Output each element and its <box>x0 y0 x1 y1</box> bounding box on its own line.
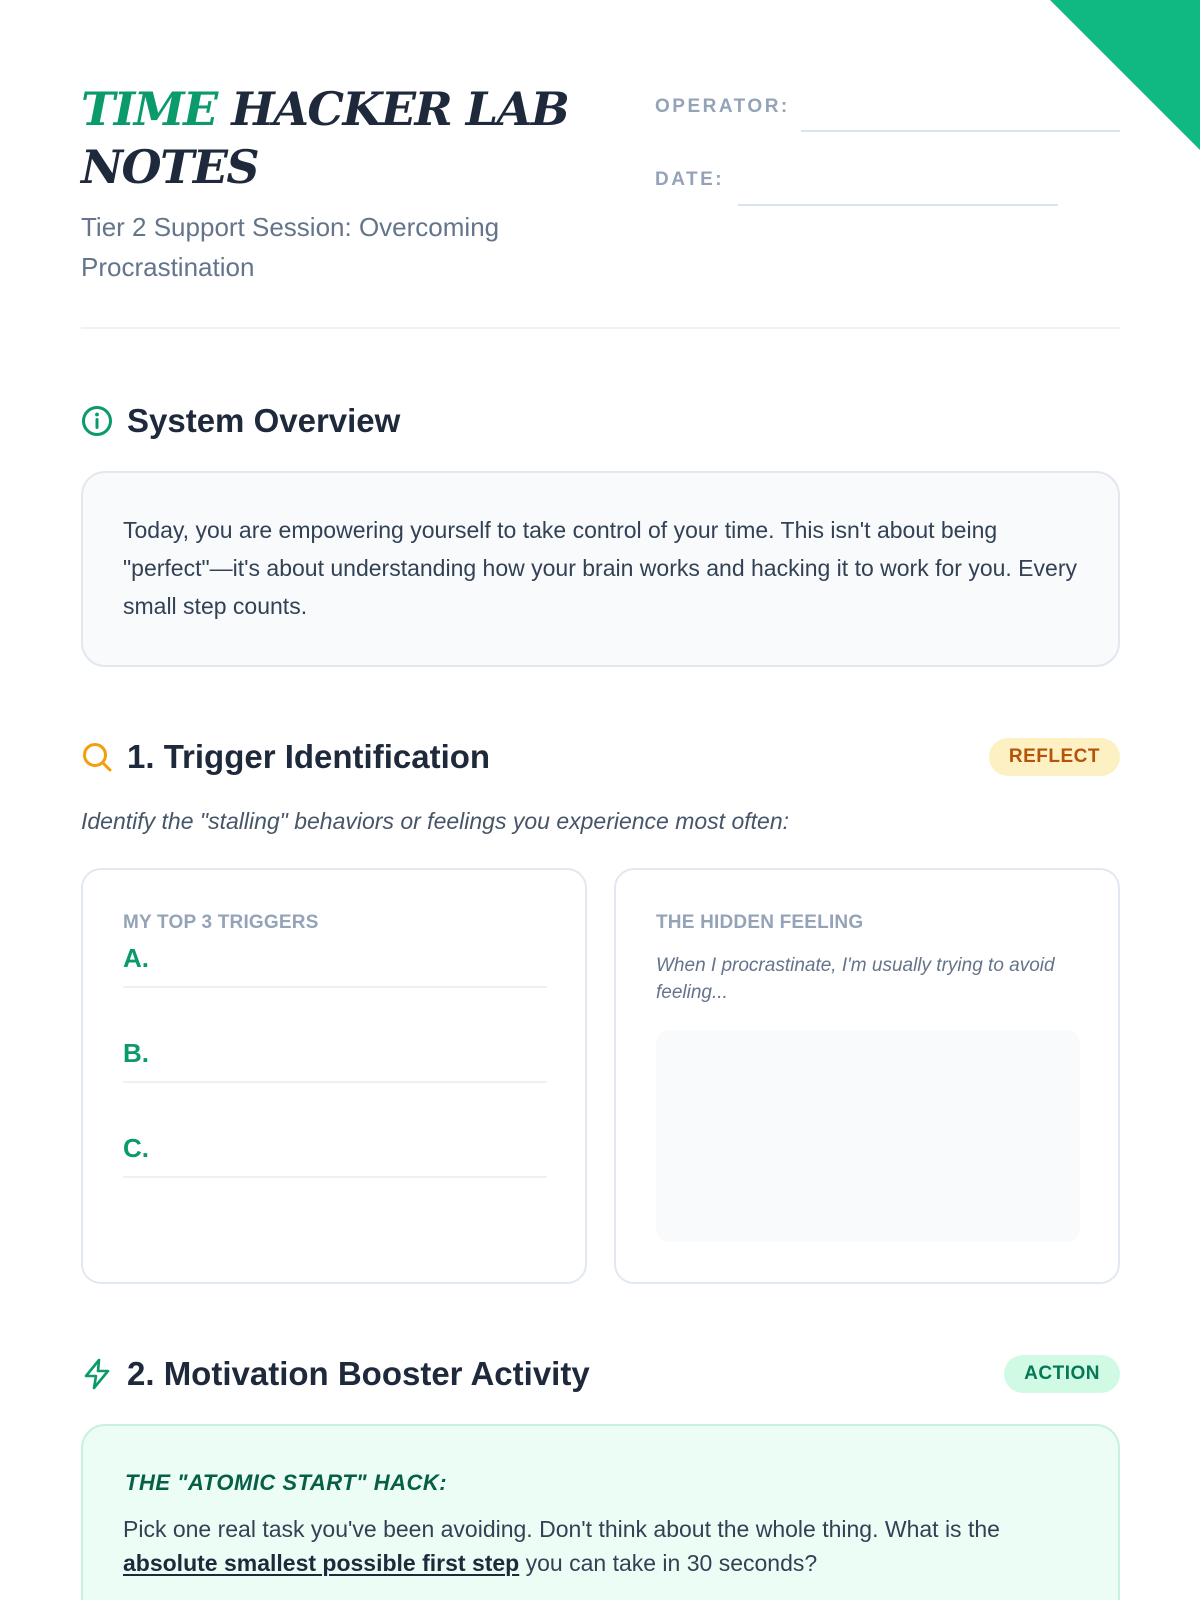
reflect-badge: REFLECT <box>989 738 1120 776</box>
page-header <box>81 0 1120 330</box>
triggers-instruction: Identify the "stalling" behaviors or feelings you experience most often: <box>81 808 790 834</box>
overview-section-header <box>81 399 1120 443</box>
motivation-section-header <box>81 1352 1120 1396</box>
hidden-feeling-label: THE HIDDEN FEELING <box>656 912 864 933</box>
trigger-field-c[interactable] <box>123 1128 547 1178</box>
hidden-feeling-card <box>614 868 1120 1284</box>
trigger-field-b[interactable] <box>123 1033 547 1083</box>
hack-text-before: Pick one real task you've been avoiding. Don't think about the whole thing. What is the <box>123 1516 1000 1542</box>
page-subtitle: Tier 2 Support Session: Overcoming Procrastination <box>81 212 500 282</box>
title-rest: HACKER LAB NOTES <box>81 82 569 194</box>
trigger-letter: C. <box>123 1133 149 1163</box>
trigger-field-a[interactable] <box>123 938 547 988</box>
worksheet-page <box>81 0 1120 1576</box>
trigger-letter: A. <box>123 943 149 973</box>
header-divider <box>81 327 1120 329</box>
search-icon <box>81 741 113 773</box>
action-badge: ACTION <box>1004 1355 1120 1393</box>
date-field[interactable] <box>738 204 1058 206</box>
hack-text-emphasis: absolute smallest possible first step <box>123 1550 520 1576</box>
hidden-feeling-hint: When I procrastinate, I'm usually trying to avoid feeling... <box>656 955 1055 1003</box>
top-triggers-label: MY TOP 3 TRIGGERS <box>123 912 319 933</box>
trigger-letter: B. <box>123 1038 149 1068</box>
page-title <box>81 80 581 196</box>
lightning-bolt-icon <box>81 1358 113 1390</box>
hack-text <box>123 1512 1083 1580</box>
hack-title: THE "ATOMIC START" HACK: <box>125 1470 448 1495</box>
overview-text: Today, you are empowering yourself to take control of your time. This isn't about being "perfect"—it's about understanding how your brain works and hacking it to work for you. Every small step counts. <box>123 517 1077 619</box>
operator-field[interactable] <box>801 130 1120 132</box>
top-triggers-card <box>81 868 587 1284</box>
title-accent: TIME <box>81 82 217 136</box>
info-circle-icon <box>81 405 113 437</box>
triggers-section-header <box>81 735 1120 779</box>
hidden-feeling-answer-area[interactable] <box>656 1030 1080 1242</box>
atomic-start-box <box>81 1424 1120 1600</box>
date-label: DATE: <box>655 169 725 190</box>
hack-text-after: you can take in 30 seconds? <box>519 1550 818 1576</box>
overview-box <box>81 471 1120 667</box>
motivation-title: 2. Motivation Booster Activity <box>127 1355 590 1392</box>
overview-title: System Overview <box>127 402 401 439</box>
operator-label: OPERATOR: <box>655 96 790 117</box>
triggers-title: 1. Trigger Identification <box>127 738 491 775</box>
